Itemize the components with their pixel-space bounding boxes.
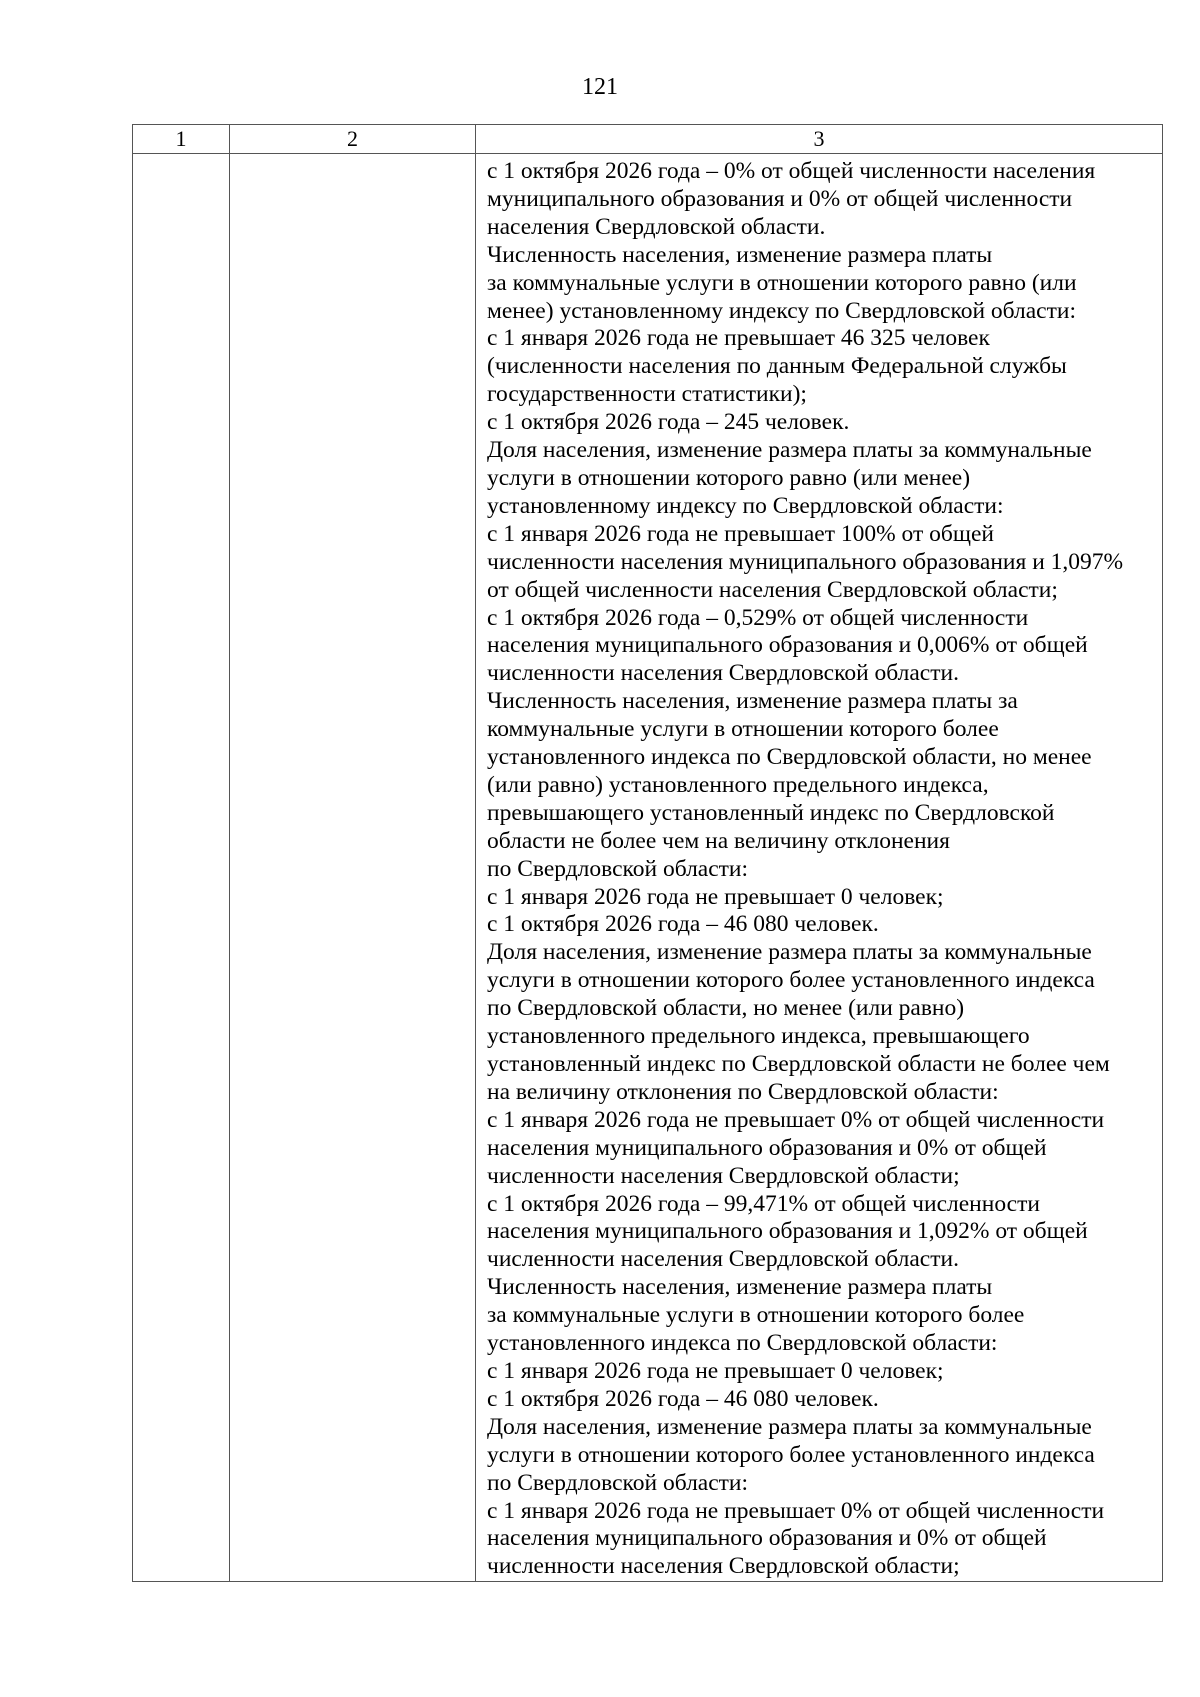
cell-text-block <box>476 154 1162 1581</box>
table-cell-col1 <box>133 154 230 1582</box>
text-line: с 1 октября 2026 года – 245 человек. <box>487 409 850 436</box>
text-line: государственности статистики); <box>487 381 807 408</box>
text-line: по Свердловской области, но менее (или равно) <box>487 995 965 1022</box>
text-line: установленный индекс по Свердловской области не более чем <box>487 1051 1110 1077</box>
text-line: с 1 октября 2026 года – 46 080 человек. <box>487 1385 879 1412</box>
text-line: с 1 октября 2026 года – 0,529% от общей численности <box>487 604 1029 631</box>
text-line: (или равно) установленного предельного индекса, <box>487 771 989 798</box>
text-line: коммунальные услуги в отношении которого более <box>487 716 999 743</box>
page-number: 121 <box>582 74 618 100</box>
column-header-3: 3 <box>476 125 1163 154</box>
text-line: Доля населения, изменение размера платы за коммунальные <box>487 437 1092 464</box>
column-header-2: 2 <box>230 125 476 154</box>
text-line: Численность населения, изменение размера платы <box>487 241 993 268</box>
text-line: Численность населения, изменение размера платы <box>487 1274 993 1301</box>
text-line: с 1 октября 2026 года – 0% от общей численности населения <box>487 158 1096 184</box>
text-line: с 1 января 2026 года не превышает 0 человек; <box>487 1357 944 1384</box>
text-line: установленного предельного индекса, превышающего <box>487 1023 1030 1050</box>
column-header-1: 1 <box>133 125 230 154</box>
text-line: Численность населения, изменение размера платы за <box>487 688 1018 715</box>
text-line: установленного индекса по Свердловской области, но менее <box>487 744 1092 771</box>
text-line: с 1 января 2026 года не превышает 46 325 человек <box>487 325 990 352</box>
text-line: муниципального образования и 0% от общей численности <box>487 185 1073 212</box>
text-line: с 1 января 2026 года не превышает 0% от общей численности <box>487 1497 1105 1524</box>
text-line: услуги в отношении которого более установленного индекса <box>487 1441 1095 1468</box>
text-line: области не более чем на величину отклонения <box>487 827 950 854</box>
text-line: населения муниципального образования и 0% от общей <box>487 1525 1047 1552</box>
text-line: с 1 января 2026 года не превышает 100% от общей <box>487 520 994 547</box>
table-row <box>133 154 1163 1582</box>
text-line: с 1 января 2026 года не превышает 0 человек; <box>487 883 944 910</box>
text-line: менее) установленному индексу по Свердловской области: <box>487 297 1076 324</box>
text-line: по Свердловской области: <box>487 855 749 882</box>
text-line: Доля населения, изменение размера платы за коммунальные <box>487 939 1092 966</box>
table-cell-col3 <box>476 154 1163 1582</box>
text-line: с 1 октября 2026 года – 46 080 человек. <box>487 911 879 938</box>
text-line: услуги в отношении которого равно (или менее) <box>487 464 971 491</box>
text-line: по Свердловской области: <box>487 1469 749 1496</box>
text-line: с 1 января 2026 года не превышает 0% от общей численности <box>487 1106 1105 1133</box>
text-line: превышающего установленный индекс по Свердловской <box>487 799 1055 826</box>
text-line: численности населения Свердловской области. <box>487 660 959 687</box>
text-line: населения муниципального образования и 1,092% от общей <box>487 1218 1088 1245</box>
table-header-row <box>133 125 1163 154</box>
text-line: населения Свердловской области. <box>487 213 826 240</box>
text-line: за коммунальные услуги в отношении которого более <box>487 1302 1025 1329</box>
text-line: численности населения Свердловской области. <box>487 1246 959 1273</box>
document-table <box>132 124 1163 1582</box>
text-line: численности населения Свердловской области; <box>487 1162 960 1189</box>
text-line: с 1 октября 2026 года – 99,471% от общей численности <box>487 1190 1040 1217</box>
text-line: от общей численности населения Свердловской области; <box>487 576 1058 603</box>
text-line: численности населения Свердловской области; <box>487 1553 960 1580</box>
text-line: услуги в отношении которого более установленного индекса <box>487 967 1095 994</box>
text-line: за коммунальные услуги в отношении которого равно (или <box>487 269 1077 296</box>
table-cell-col2 <box>230 154 476 1582</box>
text-line: Доля населения, изменение размера платы за коммунальные <box>487 1413 1092 1440</box>
text-line: (численности населения по данным Федеральной службы <box>487 353 1067 380</box>
text-line: на величину отклонения по Свердловской области: <box>487 1078 999 1105</box>
text-line: численности населения муниципального образования и 1,097% <box>487 548 1124 575</box>
text-line: установленного индекса по Свердловской области: <box>487 1330 998 1357</box>
text-line: населения муниципального образования и 0% от общей <box>487 1134 1047 1161</box>
text-line: населения муниципального образования и 0,006% от общей <box>487 632 1088 659</box>
text-line: установленному индексу по Свердловской области: <box>487 492 1004 519</box>
